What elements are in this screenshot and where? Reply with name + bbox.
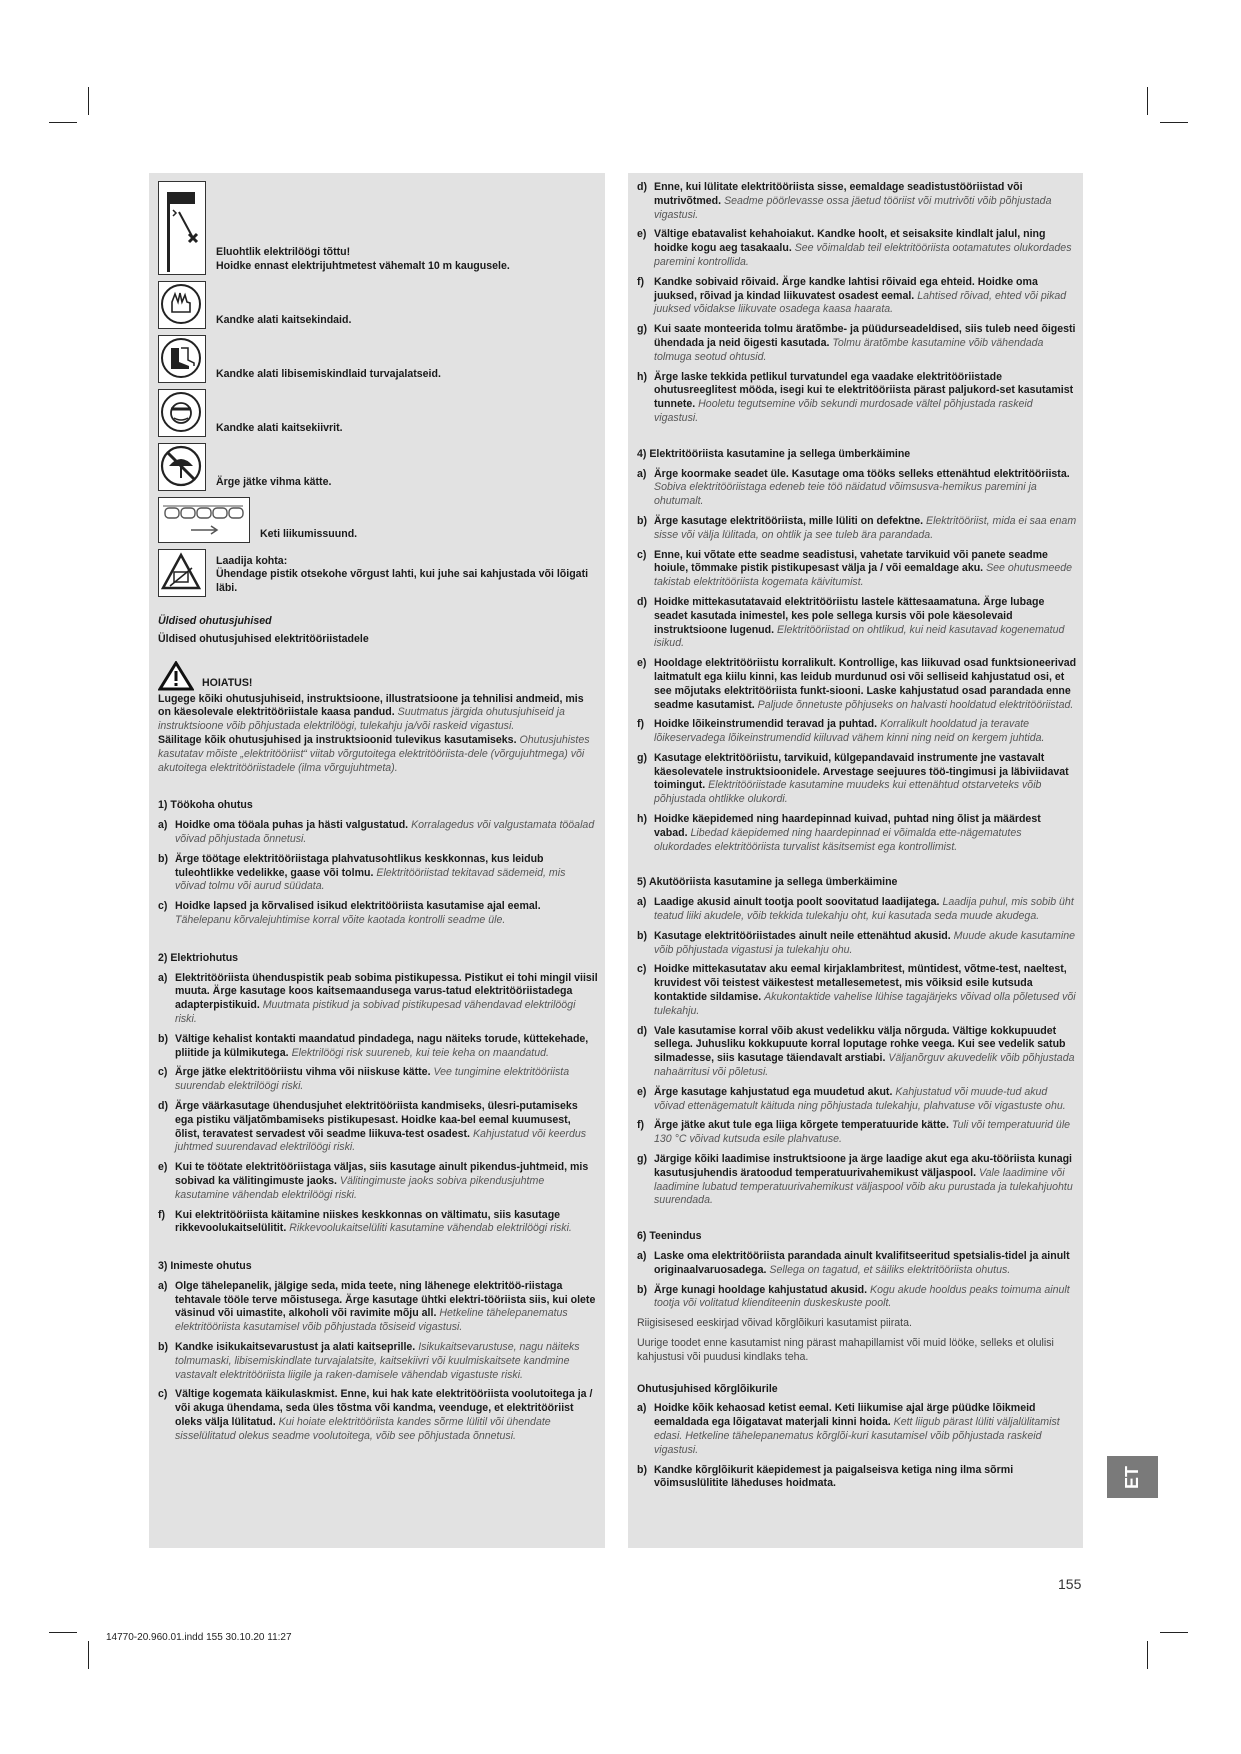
item-marker: b) [637,1463,647,1476]
symbol-label [216,368,441,383]
item-marker: g) [637,1153,647,1166]
symbol-row [158,281,598,329]
symbol-label [216,555,598,597]
item-text [654,1402,1077,1457]
item-marker: a) [158,971,168,984]
crop-mark [49,122,77,123]
item-marker: f) [637,1119,645,1132]
item-italic-text: Laadija puhul, mis sobib üht teatud liiki akudele, võib tekkida tulekahju oht, kui kasutada seda muude akudega. [654,896,1074,923]
symbol-row [158,497,598,543]
note-paragraph: Uurige toodet enne kasutamist ning pärast mahapillamist või muid lööke, selleks et olulisi kahjustusi või puudusi kindlaks teha. [637,1336,1054,1363]
safety-boots-icon [158,335,206,383]
section-title: 5) Akutööriista kasutamine ja sellega ümberkäimine [637,876,898,889]
item-italic-text: Paljude õnnetuste põhjuseks on halvasti hooldatud elektritööriistad. [757,698,1074,711]
item-bold-text: Ärge kunagi hooldage kahjustatud akusid. [654,1283,868,1296]
item-italic-text: Korralagedus või valgustamata tööalad võivad põhjustada õnnetusi. [175,819,595,845]
item-italic-text: Kahjustatud või muude-tud akud võivad ettenägematult käituda ning põhjustada tulekahju, plahvatuse või vigastuste ohu. [654,1085,1066,1112]
crop-mark [88,1641,89,1669]
list-item [637,1025,1077,1080]
item-bold-text: Kui elektritööriista käitamine niiskes keskkonnas on vältimatu, siis kasutage rikkevoolukaitselülitit. [175,1208,561,1235]
item-text [654,228,1077,269]
section-title: Ohutusjuhised kõrglõikurile [637,1382,778,1395]
warning-triangle-icon [158,661,194,691]
symbol-text: Keti liikumissuund. [260,528,358,541]
item-italic-text: Muude akude kasutamine võib põhjustada vigastusi ja tulekahju ohu. [654,929,1075,956]
goggles-icon [158,389,206,437]
item-marker: b) [158,852,168,865]
symbol-title: Laadija kohta: [216,554,288,567]
list-item [637,718,1077,746]
item-marker: e) [637,657,647,670]
list-item [637,181,1077,222]
item-bold-text: Hoidke mittekasutatav aku eemal kirjaklambritest, müntidest, võtme-test, naeltest, kruvidest või teistest väikestest metallesemetest, mis võiksid esile kutsuda kontaktide sildamise. [654,963,1067,1004]
list-item [158,1066,598,1094]
item-marker: d) [637,181,647,193]
section-title: 4) Elektritööriista kasutamine ja sellega ümberkäimine [637,447,911,460]
item-bold-text: Ärge kasutage kahjustatud ega muudetud akut. [654,1085,893,1098]
item-text [175,1341,598,1382]
powerline-warning-icon [158,181,206,275]
list-item [637,468,1077,509]
list-item [637,930,1077,958]
item-marker: h) [637,813,647,826]
item-italic-text: Elektrilöögi risk suureneb, kui teie keha on maandatud. [291,1046,549,1059]
symbol-text: Ühendage pistik otsekohe võrgust lahti, kui juhe sai kahjustada või lõigati läbi. [216,568,589,595]
item-marker: e) [637,1085,647,1098]
general-title: Üldised ohutusjuhised [158,615,272,627]
list-item [637,276,1077,317]
crop-mark [1147,1641,1148,1669]
symbol-row [158,443,598,491]
list-item [158,972,598,1027]
print-footer: 14770-20.960.01.indd 155 30.10.20 11:27 [106,1632,292,1643]
section-title: 2) Elektriohutus [158,951,239,964]
page-number: 155 [1058,1576,1082,1592]
item-bold-text: Ärge jätke elektritööriistu vihma või niiskuse kätte. [175,1066,431,1079]
warning-paragraph [158,693,598,734]
item-text [654,930,1077,958]
item-marker: e) [637,228,647,241]
symbol-text: Kandke alati libisemiskindlaid turvajalatseid. [216,368,441,381]
item-text [654,963,1077,1018]
item-text [175,819,598,847]
item-text [654,813,1077,854]
list-item [637,1402,1077,1457]
list-item [637,1284,1077,1312]
item-italic-text: See võimaldab teil elektritööriista ootamatutes olukordades paremini kontrollida. [654,242,1072,268]
item-text [654,1025,1077,1080]
item-text [654,1250,1077,1278]
item-bold-text: Olge tähelepanelik, jälgige seda, mida teete, ning lähenege elektritöö-riistaga tehtavale tööle terve mõistusega. Ärge kasutage ühtki elektri-tööriista siis, kui olete väsinud või uimastite, alkoholi või ravimite mõju all. [175,1279,596,1320]
list-item [637,549,1077,590]
item-text [654,181,1077,222]
item-marker: b) [637,514,647,527]
item-text [654,515,1077,543]
symbol-row [158,549,598,597]
item-text [654,752,1077,807]
item-bold-text: Kandke isikukaitsevarustust ja alati kaitseprille. [175,1341,416,1354]
no-rain-icon [158,443,206,491]
item-marker: g) [637,323,647,336]
warning-heading [158,661,598,691]
item-text [654,718,1077,746]
item-text [175,1388,598,1443]
item-marker: d) [637,595,647,608]
crop-mark [1160,122,1188,123]
item-marker: a) [637,467,647,480]
item-bold-text: Enne, kui lülitate elektritööriista sisse, eemaldage seadistustööriistad või mutrivõtmed. [654,181,1023,207]
crop-mark [1160,1632,1188,1633]
item-text [654,1086,1077,1114]
warning-bold: Lugege kõiki ohutusjuhiseid, instruktsioone, illustratsioone ja tehnilisi andmeid, mis on käesolevale elektritööriistale kaasa pandud. [158,692,584,719]
item-text [654,1119,1077,1147]
list-item [158,819,598,847]
list-item [637,1119,1077,1147]
warning-bold: Säilitage kõik ohutusjuhised ja instruktsioonid tulevikus kasutamiseks. [158,733,517,746]
chain-direction-icon [158,497,250,543]
item-text [175,1100,598,1155]
symbol-label [260,528,357,543]
crop-mark [49,1632,77,1633]
item-bold-text: Ärge jätke akut tule ega liiga kõrgete temperatuuride kätte. [654,1119,949,1132]
symbol-text: Ärge jätke vihma kätte. [216,476,332,489]
item-marker: a) [637,1250,647,1262]
item-italic-text: Sobiva elektritööriistaga edeneb teie töö näidatud võimsusva-hemikus paremini ja ohutumalt. [654,481,1037,508]
list-item [637,1250,1077,1278]
list-item [637,963,1077,1018]
item-text [175,1033,598,1061]
list-item [637,813,1077,854]
item-marker: c) [158,900,168,913]
item-italic-text: Vee tungimine elektritööriista suurendab elektrilöögi riski. [175,1066,570,1093]
crop-mark [88,87,89,115]
note-paragraph: Riigisisesed eeskirjad võivad kõrglõikuri kasutamist piirata. [637,1317,912,1330]
item-italic-text: Tähelepanu kõrvalejuhtimise korral võite kaotada kontrolli seadme üle. [175,913,506,926]
item-text [654,1284,1077,1312]
item-bold-text: Kasutage elektritööriistu, tarvikuid, külgepandavaid instrumente jne vastavalt käesolevatele instruktsioonidele. Arvestage seejuures töö-tingimusi ja läbiviidavat toimingut. [654,751,1069,792]
item-marker: b) [158,1341,168,1354]
item-bold-text: Kandke kõrglõikurit käepidemest ja paigalseisva ketiga ning ilma sõrmi võimsuslülitite läheduses hoidmata. [654,1463,1014,1490]
list-item [158,1033,598,1061]
item-marker: h) [637,370,647,383]
item-italic-text: Hetkeline tähelepanematus elektritööriista kasutamisel võib põhjustada tõsiseid vigastusi. [175,1307,568,1334]
language-tab: ET [1107,1456,1158,1498]
item-italic-text: Vale laadimine või laadimine lubatud temperatuurivahemikust väljaspool võib aku purustada ja tulekahjuohtu suurendada. [654,1166,1073,1207]
section-title: 3) Inimeste ohutus [158,1260,252,1273]
right-column [637,181,1077,1491]
item-bold-text: Ärge koormake seadet üle. Kasutage oma tööks selleks ettenähtud elektritööriista. [654,467,1070,480]
item-italic-text: Rikkevoolukaitselüliti kasutamine vähendab elektrilöögi riski. [289,1222,572,1235]
item-italic-text: Isikukaitsevarustuse, nagu näiteks tolmumaski, libisemiskindlate turvajalatsite, kaitsekiivri või kuulmiskaitsete kandmine vastavalt elektritööriista liigile ja raken-damisele vähendab vigastuste riski. [175,1341,580,1381]
item-italic-text: Korralikult hooldatud ja teravate lõikeservadega lõikeinstrumendid kiiluvad vähem kinni ning neid on kergem juhtida. [654,718,1045,745]
item-italic-text: See ohutusmeede takistab elektritööriista kogemata käivitumist. [654,562,1073,589]
list-item [637,323,1077,364]
item-text [654,276,1077,317]
item-marker: f) [158,1208,166,1221]
item-text [654,1153,1077,1208]
item-italic-text: Libedad käepidemed ning haardepinnad ei võimalda ette-nägematutes olukordades elektritööriista turvalist käsitsemist ega kontrollimist. [654,826,1022,853]
item-marker: c) [637,548,647,561]
item-text [654,549,1077,590]
item-text [175,853,598,894]
item-text [175,1209,598,1237]
item-bold-text: Ärge laske tekkida petlikul turvatundel ega vaadake elektritööriistade ohutusreeglitest mööda, isegi kui te elektritööriista pärast paljukord-set kasutamist tunnete. [654,370,1074,411]
item-text [175,1066,598,1094]
symbol-row [158,335,598,383]
item-marker: f) [637,275,645,288]
item-text [654,896,1077,924]
item-italic-text: Kui hoiate elektritööriista kandes sõrme lülitil või ühendate sisselülitatud olekus seadme voolutoitega, võib see põhjustada õnnetusi. [175,1416,551,1442]
list-item [637,228,1077,269]
item-italic-text: Seadme pöörlevasse ossa jäetud tööriist või mutrivõti võib põhjustada vigastusi. [654,194,1052,221]
list-item [637,371,1077,426]
gloves-icon [158,281,206,329]
item-bold-text: Laske oma elektritööriista parandada ainult kvalifitseeritud spetsialis-tidel ja ainult originaalvaruosadega. [654,1250,1070,1276]
item-marker: c) [158,1388,168,1401]
crop-mark [1147,87,1148,115]
item-marker: b) [637,929,647,942]
item-bold-text: Ärge kasutage elektritööriista, mille lüliti on defektne. [654,514,924,527]
list-item [637,1086,1077,1114]
item-marker: c) [637,963,647,976]
item-italic-text: Hooletu tegutsemine võib sekundi murdosade vältel põhjustada raskeid vigastusi. [654,398,1033,424]
item-bold-text: Hoidke käepidemed ning haardepinnad kuivad, puhtad ning õlist ja määrdest vabad. [654,813,1041,839]
list-item [158,1388,598,1443]
item-italic-text: Elektritööriistad on ohtlikud, kui neid kasutavad kogenematud isikud. [654,623,1065,650]
item-marker: b) [637,1283,647,1296]
list-item [158,1209,598,1237]
item-marker: d) [637,1024,647,1037]
symbol-label [216,422,343,437]
symbol-line: Eluohtlik elektrilöögi tõttu! [216,246,351,259]
item-marker: e) [158,1161,168,1174]
item-text [175,1280,598,1335]
item-bold-text: Enne, kui võtate ette seadme seadistusi, vahetate tarvikuid või panete seadme hoiule, tõmmake pistik pistikupesast välja ja / või eemaldage aku. [654,548,1048,575]
list-item [158,1280,598,1335]
item-marker: a) [158,1279,168,1292]
item-marker: a) [637,1402,647,1415]
list-item [637,515,1077,543]
item-bold-text: Hoidke kõik kehaosad ketist eemal. Keti liikumise ajal ärge püüdke lõikmeid eemaldada ega lõigatavat materjali kinni hoida. [654,1402,1036,1429]
item-italic-text: Muutmata pistikud ja sobivad pistikupesad vähendavad elektrilöögi riski. [175,999,576,1025]
item-italic-text: Elektritööriistade kasutamine muudeks kui ettenähtud otstarveteks võib põhjustada ohtlikke olukordi. [654,779,1042,806]
item-text [175,900,598,928]
item-bold-text: Vältige kogemata käikulaskmist. Enne, kui hak kate elektritööriista voolutoitega ja / või akuga ühendama, seda üles tõstma või kandma, veenduge, et elektritööriist oleks välja lülitatud. [175,1388,593,1429]
charger-warning-icon [158,549,206,597]
item-marker: g) [637,751,647,764]
warning-paragraph [158,734,598,775]
item-marker: d) [158,1099,168,1112]
item-italic-text: Lahtised rõivad, ehted või pikad juuksed võidakse liikuvate osadega kaasa haarata. [654,289,1067,316]
item-text [654,657,1077,712]
item-text [175,1161,598,1202]
item-text [654,323,1077,364]
item-text [654,1464,1077,1492]
list-item [637,596,1077,651]
item-bold-text: Vältige ebatavalist kehahoiakut. Kandke hoolt, et seisaksite kindlalt jalul, ning hoidke kogu aeg tasakaalu. [654,228,1046,255]
list-item [158,1100,598,1155]
list-item [158,1161,598,1202]
item-bold-text: Hoidke lõikeinstrumendid teravad ja puhtad. [654,718,878,731]
item-bold-text: Hoidke mittekasutatavaid elektritööriistu lastele kättesaamatuna. Ärge lubage seadet kasutada inimestel, kes pole sellega kursis või pole käesolevaid instruktsioone lugenud. [654,595,1045,636]
symbol-label [216,476,331,491]
item-italic-text: Kogu akude hooldus peaks toimuma ainult tootja või volitatud klienditeenin duskeskuste poolt. [654,1283,1070,1310]
item-bold-text: Hoidke oma tööala puhas ja hästi valgustatud. [175,819,409,832]
symbol-line: Hoidke ennast elektrijuhtmetest vähemalt 10 m kaugusele. [216,260,510,273]
list-item [637,1153,1077,1208]
item-italic-text: Elektritööriistad tekitavad sädemeid, mis võivad tolmu või aurud süüdata. [175,866,566,893]
list-item [158,853,598,894]
item-bold-text: Ärge töötage elektritööriistaga plahvatusohtlikus keskkonnas, kus leidub tuleohtlikke vedelikke, gaase või tolmu. [175,852,544,879]
list-item [637,657,1077,712]
item-italic-text: Kett liigub pärast lüliti väljalülitamist edasi. Hetkeline tähelepanematus kõrglõi-kuri kasutamisel võib põhjustada raskeid vigastusi. [654,1416,1060,1456]
general-subtitle: Üldised ohutusjuhised elektritööriistadele [158,632,369,645]
item-text [654,371,1077,426]
left-column [158,181,598,1444]
list-item [158,1341,598,1382]
warning-italic: Suutmatus järgida ohutusjuhiseid ja instruktsioone võib põhjustada elektrilöögi, tulekahju ja/või raskeid vigastusi. [158,706,565,733]
item-italic-text: Välitingimuste jaoks sobiva pikendusjuhtme kasutamine vähendab elektrilöögi riski. [175,1174,545,1201]
item-bold-text: Vale kasutamise korral võib akust vedelikku välja nõrguda. Vältige kokkupuudet sellega. Juhusliku kokkupuute korral loputage rohke veega. Kui see vedelik satub silmadesse, siis kasutage täiendavalt arstiabi. [654,1024,1066,1065]
warning-italic: Ohutusjuhistes kasutatav mõiste „elektritööriist“ viitab võrgutoitega elektritööriista-dele (võrgujuhtmega) või akutoitega elektritööriistadele (ilma võrgujuhtmeta). [158,733,590,774]
item-marker: c) [158,1066,168,1079]
warning-label: HOIATUS! [202,676,253,689]
item-bold-text: Hoidke lapsed ja kõrvalised isikud elektritööriista kasutamise ajal eemal. [175,900,541,913]
item-marker: a) [637,896,647,909]
list-item [637,1464,1077,1492]
section-title: 1) Töökoha ohutus [158,799,253,812]
list-item [637,896,1077,924]
item-text [175,972,598,1027]
item-bold-text: Hooldage elektritööriistu korralikult. Kontrollige, kas liikuvad osad funktsioneerivad laitmatult ega kiilu kinni, kas leidub murdunud osi või selliseid kahjustatud osi, et see mõjutaks elektritööriista funkt-siooni. Laske kahjustatud osad parandada enne seadme kasutamist. [654,657,1077,711]
item-text [654,596,1077,651]
item-bold-text: Kui te töötate elektritööriistaga väljas, siis kasutage ainult pikendus-juhtmeid, mis sobivad ka välitingimuste jaoks. [175,1161,589,1187]
item-italic-text: Tolmu äratõmbe kasutamine võib vähendada tolmuga seotud ohtusid. [654,336,1044,363]
item-text [654,468,1077,509]
item-italic-text: Akukontaktide vahelise lühise tagajärjeks võivad olla põletused või tulekahju. [654,991,1076,1017]
item-italic-text: Väljanõrguv akuvedelik võib põhjustada nahaärritusi või põletusi. [654,1052,1075,1079]
item-marker: a) [158,819,168,832]
item-bold-text: Elektritööriista ühenduspistik peab sobima pistikupessa. Pistikut ei tohi mingil viisil muuta. Ärge kasutage koos kaitsemaandusega varus-tatud elektritööriistadega adapterpistikuid. [175,971,598,1012]
symbol-row [158,389,598,437]
item-bold-text: Vältige kehalist kontakti maandatud pindadega, nagu näiteks torude, küttekehade, pliitide ja külmikutega. [175,1032,589,1059]
item-bold-text: Kandke sobivaid rõivaid. Ärge kandke lahtisi rõivaid ega ehteid. Hoidke oma juuksed, rõivad ja kindad liikuvatest osadest eemal. [654,275,1038,302]
item-italic-text: Elektritööriist, mida ei saa enam sisse või välja lülitada, on ohtlik ja see tuleb ära parandada. [654,514,1077,541]
item-bold-text: Kui saate monteerida tolmu äratõmbe- ja püüdurseadeldised, siis tuleb need õigesti ühendada ja neid õigesti kasutada. [654,323,1076,349]
item-italic-text: Tuli või temperatuurid üle 130 °C võivad kutsuda esile plahvatuse. [654,1119,1071,1146]
list-item [158,900,598,928]
symbol-row [158,181,598,275]
list-item [637,752,1077,807]
item-bold-text: Kasutage elektritööriistades ainult neile ettenähtud akusid. [654,929,951,942]
item-italic-text: Sellega on tagatud, et säiliks elektritööriista ohutus. [769,1263,1011,1276]
symbol-text: Kandke alati kaitsekindaid. [216,314,352,327]
section-title: 6) Teenindus [637,1230,702,1243]
item-bold-text: Ärge väärkasutage ühendusjuhet elektritööriista kandmiseks, ülesri-putamiseks ega pistiku väljatõmbamiseks pistikupesast. Hoidke kaa-bel eemal kuumusest, õlist, teravatest servadest või seadme liikuva-test osadest. [175,1099,578,1140]
item-marker: f) [637,718,645,731]
symbol-label [216,314,351,329]
item-italic-text: Kahjustatud või keerdus juhtmed suurendavad elektrilöögi riski. [175,1127,587,1154]
item-marker: b) [158,1032,168,1045]
symbol-text: Kandke alati kaitsekiivrit. [216,422,343,435]
item-bold-text: Järgige kõiki laadimise instruktsioone ja ärge laadige akut ega aku-tööriista kunagi kasutusjuhendis äratoodud temperatuurivahemikust väljaspool. [654,1153,1072,1179]
symbol-label [216,246,510,275]
item-bold-text: Laadige akusid ainult tootja poolt soovitatud laadijatega. [654,896,940,909]
